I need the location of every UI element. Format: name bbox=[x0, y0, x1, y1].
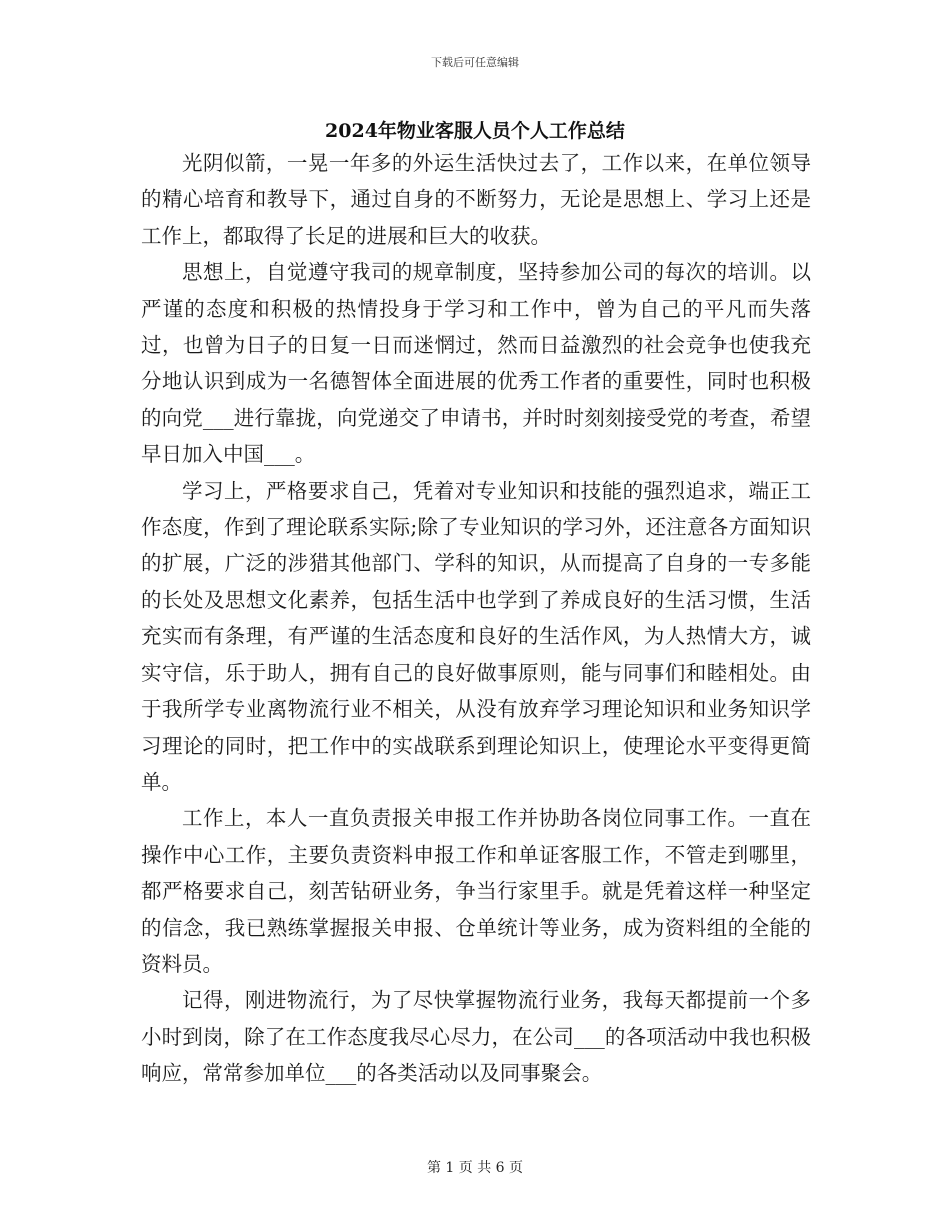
paragraph-work: 工作上，本人一直负责报关申报工作并协助各岗位同事工作。一直在操作中心工作，主要负责资料申报工作和单证客服工作，不管走到哪里，都严格要求自己，刻苦钻研业务，争当行家里手。就是凭着这样一种坚定的信念，我已熟练掌握报关申报、仓单统计等业务，成为资料组的全能的资料员。 bbox=[141, 806, 811, 976]
page-number-footer: 第 1 页 共 6 页 bbox=[426, 1160, 524, 1176]
paragraph-intro: 光阴似箭，一晃一年多的外运生活快过去了，工作以来，在单位领导的精心培育和教导下，通过自身的不断努力，无论是思想上、学习上还是工作上，都取得了长足的进展和巨大的收获。 bbox=[141, 151, 811, 248]
document-title: 2024年物业客服人员个人工作总结 bbox=[325, 120, 625, 142]
paragraph-thought: 思想上，自觉遵守我司的规章制度，坚持参加公司的每次的培训。以严谨的态度和积极的热情投身于学习和工作中，曾为自己的平凡而失落过，也曾为日子的日复一日而迷惘过，然而日益激烈的社会竞争也使我充分地认识到成为一名德智体全面进展的优秀工作者的重要性，同时也积极的向党___进行靠拢，向党递交了申请书，并时时刻刻接受党的考查，希望早日加入中国___。 bbox=[141, 260, 811, 467]
document-body bbox=[141, 145, 811, 1092]
paragraph-study: 学习上，严格要求自己，凭着对专业知识和技能的强烈追求，端正工作态度，作到了理论联系实际;除了专业知识的学习外，还注意各方面知识的扩展，广泛的涉猎其他部门、学科的知识，从而提高了自身的一专多能的长处及思想文化素养，包括生活中也学到了养成良好的生活习惯，生活充实而有条理，有严谨的生活态度和良好的生活作风，为人热情大方，诚实守信，乐于助人，拥有自己的良好做事原则，能与同事们和睦相处。由于我所学专业离物流行业不相关，从没有放弃学习理论知识和业务知识学习理论的同时，把工作中的实战联系到理论知识上，使理论水平变得更简单。 bbox=[141, 478, 811, 794]
paragraph-memory: 记得，刚进物流行，为了尽快掌握物流行业务，我每天都提前一个多小时到岗，除了在工作态度我尽心尽力，在公司___的各项活动中我也积极响应，常常参加单位___的各类活动以及同事聚会。 bbox=[141, 988, 811, 1086]
header-note: 下载后可任意编辑 bbox=[431, 56, 519, 69]
